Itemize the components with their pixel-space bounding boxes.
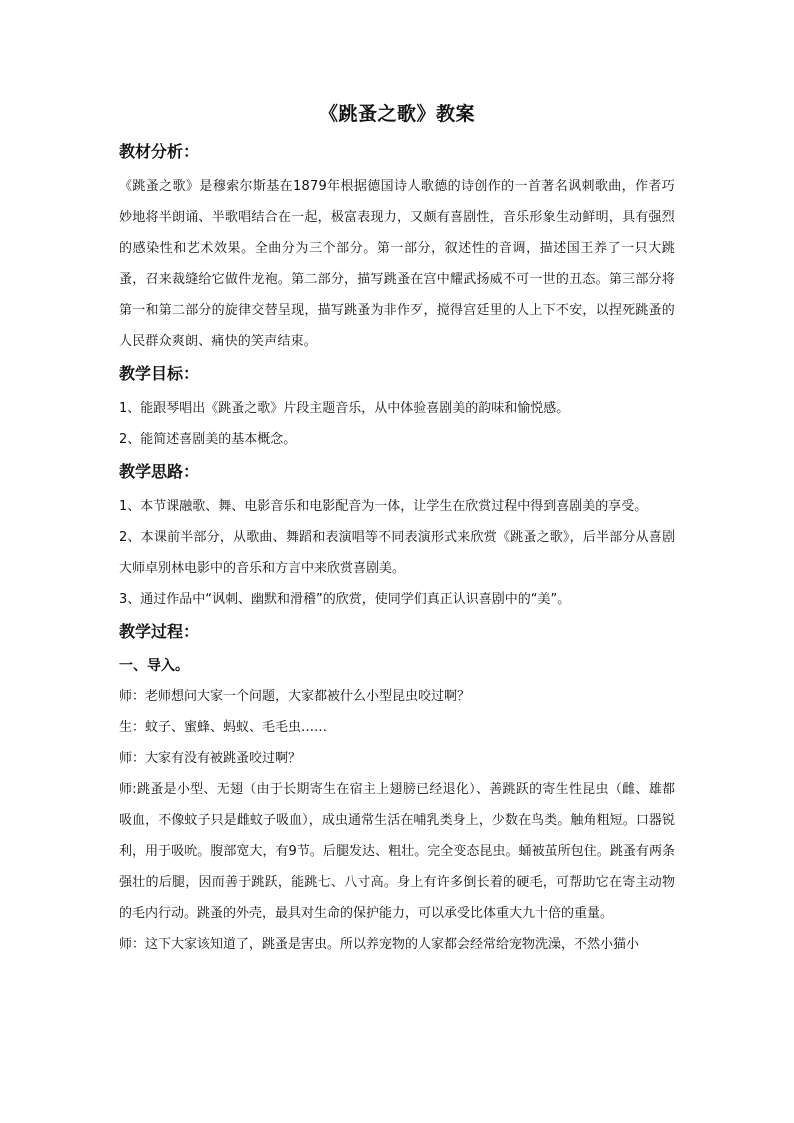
dialog-line: 生：蚊子、蜜蜂、蚂蚁、毛毛虫…… <box>119 720 328 735</box>
document-page <box>119 100 675 960</box>
approach-item-2: 2、本课前半部分，从歌曲、舞蹈和表演唱等不同表演形式来欣赏《跳蚤之歌》，后半部分从喜剧大师卓别林电影中的音乐和方言中来欣赏喜剧美。 <box>119 530 675 576</box>
dialog-line: 师:跳蚤是小型、无翅（由于长期寄生在宿主上翅膀已经退化）、善跳跃的寄生性昆虫（雌、雄都吸血，不像蚊子只是雌蚊子吸血），成虫通常生活在哺乳类身上，少数在鸟类。触角粗短。口器锐利，用于吸吮。腹部宽大，有9节。后腿发达、粗壮。完全变态昆虫。蛹被茧所包住。跳蚤有两条强壮的后腿，因而善于跳跃，能跳七、八寸高。身上有许多倒长着的硬毛，可帮助它在寄主动物的毛内行动。跳蚤的外壳，最具对生命的保护能力，可以承受比体重大九十倍的重量。 <box>119 782 675 921</box>
section-heading-analysis: 教材分析： <box>119 142 200 161</box>
subsection-heading-intro: 一、导入。 <box>119 658 189 674</box>
goal-item-2: 2、能简述喜剧美的基本概念。 <box>119 432 297 447</box>
page-title: 《跳蚤之歌》教案 <box>318 103 475 125</box>
analysis-paragraph: 《跳蚤之歌》是穆索尔斯基在1879年根据德国诗人歌德的诗创作的一首著名讽刺歌曲，作者巧妙地将半朗诵、半歌唱结合在一起，极富表现力，又颇有喜剧性，音乐形象生动鲜明，具有强烈的感染性和艺术效果。全曲分为三个部分。第一部分，叙述性的音调，描述国王养了一只大跳蚤，召来裁缝给它做件龙袍。第二部分，描写跳蚤在宫中耀武扬威不可一世的丑态。第三部分将第一和第二部分的旋律交替呈现，描写跳蚤为非作歹，搅得宫廷里的人上下不安，以捏死跳蚤的人民群众爽朗、痛快的笑声结束。 <box>119 179 675 349</box>
goal-item-1: 1、能跟琴唱出《跳蚤之歌》片段主题音乐，从中体验喜剧美的韵味和愉悦感。 <box>119 401 570 416</box>
approach-item-1: 1、本节课融歌、舞、电影音乐和电影配音为一体，让学生在欣赏过程中得到喜剧美的享受。 <box>119 499 648 514</box>
section-heading-process: 教学过程： <box>119 622 200 641</box>
section-heading-goals: 教学目标： <box>119 364 200 383</box>
dialog-line: 师：老师想问大家一个问题，大家都被什么小型昆虫咬过啊？ <box>119 689 471 704</box>
section-heading-approach: 教学思路： <box>119 462 200 481</box>
dialog-line: 师：这下大家该知道了，跳蚤是害虫。所以养宠物的人家都会经常给宠物洗澡，不然小猫小 <box>119 937 640 952</box>
approach-item-3: 3、通过作品中“讽刺、幽默和滑稽”的欣赏，使同学们真正认识喜剧中的“美”。 <box>119 592 571 607</box>
dialog-line: 师：大家有没有被跳蚤咬过啊？ <box>119 751 302 766</box>
